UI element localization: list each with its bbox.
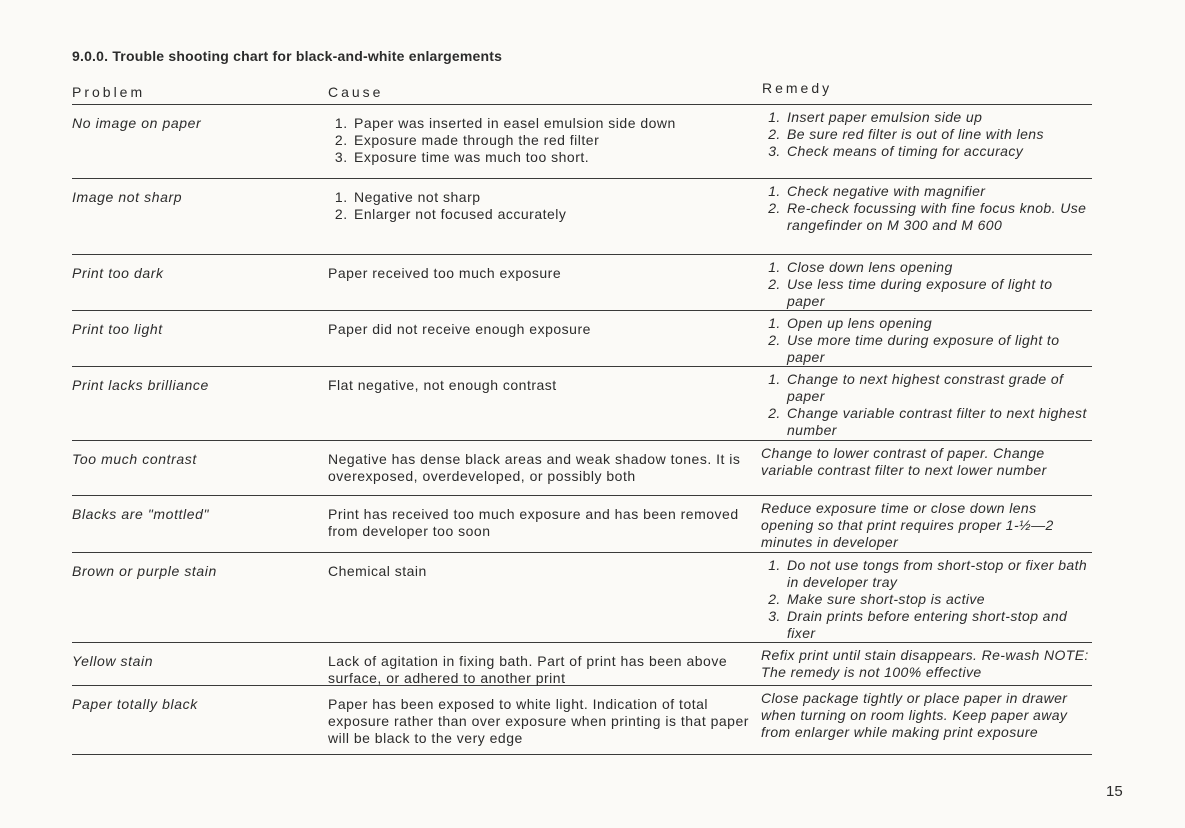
cause-list-item: 1. Paper was inserted in easel emulsion side down	[352, 115, 761, 132]
remedy-list-item: 2. Use more time during exposure of light to paper	[785, 332, 1092, 366]
problem-cell: Too much contrast	[72, 451, 197, 467]
table-row	[72, 104, 1092, 178]
remedy-list	[761, 557, 1092, 642]
remedy-list-item: 2. Make sure short-stop is active	[785, 591, 1092, 608]
remedy-list	[761, 183, 1092, 234]
cause-cell: Chemical stain	[328, 563, 427, 579]
problem-cell: Brown or purple stain	[72, 563, 217, 579]
cause-cell: Print has received too much exposure and has been removed from developer too soon	[328, 506, 739, 539]
cause-list	[328, 189, 761, 223]
remedy-list	[761, 371, 1092, 439]
cause-cell	[328, 179, 761, 254]
problem-cell: Print too light	[72, 321, 163, 337]
problem-cell: Paper totally black	[72, 696, 198, 712]
table-row	[72, 552, 1092, 642]
remedy-cell	[761, 311, 1092, 366]
cause-list	[328, 115, 761, 166]
cause-list-item: 3. Exposure time was much too short.	[352, 149, 761, 166]
remedy-list	[761, 259, 1092, 310]
trouble-shooting-table	[72, 104, 1092, 755]
cause-cell: Paper received too much exposure	[328, 265, 562, 281]
cause-list-item: 2. Exposure made through the red filter	[352, 132, 761, 149]
remedy-list-item: 2. Re-check focussing with fine focus knob. Use rangefinder on M 300 and M 600	[785, 200, 1092, 234]
remedy-list	[761, 315, 1092, 366]
remedy-cell: Change to lower contrast of paper. Change variable contrast filter to next lower number	[761, 445, 1047, 478]
cause-cell: Lack of agitation in fixing bath. Part of print has been above surface, or adhered to another print	[328, 653, 728, 686]
remedy-list-item: 2. Be sure red filter is out of line with lens	[785, 126, 1092, 143]
cause-cell: Flat negative, not enough contrast	[328, 377, 557, 393]
remedy-list-item: 1. Change to next highest constrast grade of paper	[785, 371, 1092, 405]
header-problem: Problem	[72, 84, 146, 100]
remedy-list	[761, 109, 1092, 160]
remedy-cell	[761, 255, 1092, 310]
cause-cell: Paper did not receive enough exposure	[328, 321, 591, 337]
problem-cell: Print too dark	[72, 265, 164, 281]
remedy-list-item: 1. Insert paper emulsion side up	[785, 109, 1092, 126]
table-row	[72, 178, 1092, 254]
table-row	[72, 254, 1092, 310]
remedy-cell	[761, 179, 1092, 254]
remedy-list-item: 1. Check negative with magnifier	[785, 183, 1092, 200]
remedy-list-item: 2. Use less time during exposure of light to paper	[785, 276, 1092, 310]
problem-cell: No image on paper	[72, 115, 202, 131]
cause-list-item: 2. Enlarger not focused accurately	[352, 206, 761, 223]
remedy-list-item: 1. Close down lens opening	[785, 259, 1092, 276]
table-row	[72, 366, 1092, 440]
remedy-cell	[761, 553, 1092, 642]
problem-cell: Print lacks brilliance	[72, 377, 209, 393]
table-row	[72, 642, 1092, 685]
problem-cell: Blacks are "mottled"	[72, 506, 210, 522]
cause-cell: Negative has dense black areas and weak shadow tones. It is overexposed, overdeveloped, or possibly both	[328, 451, 741, 484]
remedy-cell	[761, 105, 1092, 178]
page-number: 15	[1106, 783, 1123, 800]
remedy-list-item: 1. Open up lens opening	[785, 315, 1092, 332]
table-row	[72, 685, 1092, 755]
remedy-list-item: 3. Check means of timing for accuracy	[785, 143, 1092, 160]
header-cause: Cause	[328, 84, 384, 100]
problem-cell: Yellow stain	[72, 653, 154, 669]
remedy-list-item: 1. Do not use tongs from short-stop or fixer bath in developer tray	[785, 557, 1092, 591]
problem-cell: Image not sharp	[72, 189, 183, 205]
header-remedy: Remedy	[762, 80, 833, 96]
remedy-cell: Reduce exposure time or close down lens opening so that print requires proper 1-½—2 minutes in developer	[761, 500, 1054, 550]
remedy-list-item: 3. Drain prints before entering short-stop and fixer	[785, 608, 1092, 642]
cause-cell	[328, 105, 761, 178]
page-title: 9.0.0. Trouble shooting chart for black-and-white enlargements	[72, 48, 503, 64]
remedy-list-item: 2. Change variable contrast filter to next highest number	[785, 405, 1092, 439]
cause-list-item: 1. Negative not sharp	[352, 189, 761, 206]
table-row	[72, 440, 1092, 495]
cause-cell: Paper has been exposed to white light. Indication of total exposure rather than over exposure when printing is that paper will be black to the very edge	[328, 696, 749, 746]
table-row	[72, 310, 1092, 366]
table-row	[72, 495, 1092, 552]
remedy-cell: Close package tightly or place paper in drawer when turning on room lights. Keep paper away from enlarger while making print exposure	[761, 690, 1068, 740]
remedy-cell	[761, 367, 1092, 440]
remedy-cell: Refix print until stain disappears. Re-wash NOTE: The remedy is not 100% effective	[761, 647, 1089, 680]
